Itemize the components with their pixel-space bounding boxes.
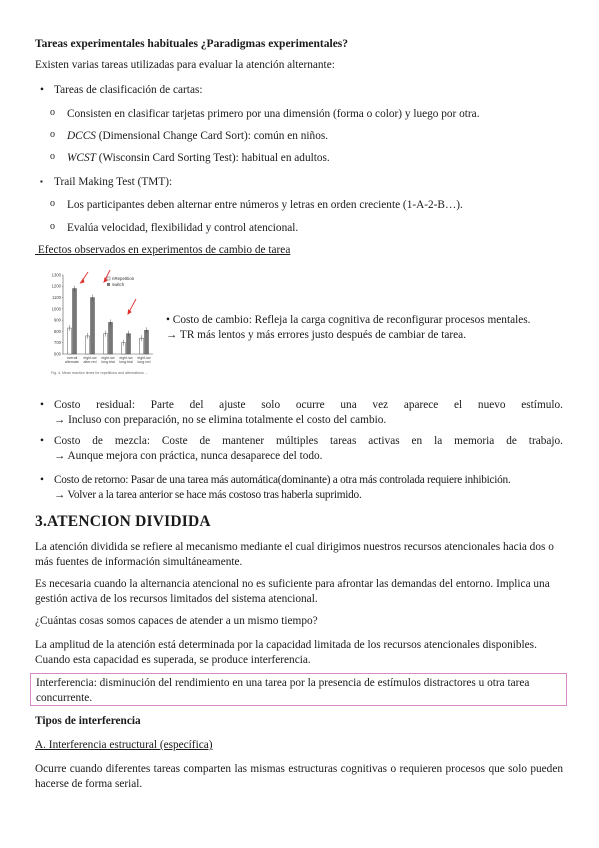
list-item: • Costo residual: Parte del ajuste solo ocurre una vez aparece el nuevo estímulo. → Incluso con preparación, no se elimina totalmente el costo del cambio. bbox=[40, 399, 563, 426]
bullet-icon: • bbox=[40, 399, 44, 411]
bar-switch bbox=[145, 330, 149, 354]
bullet-icon: • bbox=[40, 474, 44, 486]
x-tick-label: long.trial bbox=[101, 360, 115, 364]
paragraph: La atención dividida se refiere al mecanismo mediante el cual dirigimos nuestros recursos atencionales hacia dos o más fuentes de información simultáneamente. bbox=[35, 541, 554, 568]
bar-chart bbox=[35, 261, 157, 385]
x-tick-label: alter.red bbox=[83, 360, 97, 364]
bar-switch bbox=[73, 289, 77, 354]
bar-switch bbox=[91, 298, 95, 354]
circle-bullet-icon: o bbox=[50, 107, 55, 118]
effects-heading: Efectos observados en experimentos de cambio de tarea bbox=[35, 244, 291, 256]
bar-repetition bbox=[68, 328, 72, 354]
square-bullet-icon: ▪ bbox=[40, 177, 43, 186]
y-tick-label: 900 bbox=[54, 317, 61, 323]
bullet-icon: • bbox=[40, 435, 44, 447]
intro-text: Existen varias tareas utilizadas para evaluar la atención alternante: bbox=[35, 59, 335, 71]
x-tick-label: long.trial bbox=[119, 360, 133, 364]
circle-bullet-icon: o bbox=[50, 198, 55, 209]
reaction-time-figure bbox=[35, 261, 157, 385]
y-tick-label: 700 bbox=[54, 340, 61, 346]
paragraph: La amplitud de la atención está determinada por la capacidad limitada de los recursos atencionales disponibles. Cuando esta capacidad es superada, se produce interferencia. bbox=[35, 639, 537, 666]
x-tick-label: eight.sw bbox=[137, 356, 151, 360]
dccs-term: DCCS bbox=[67, 130, 96, 142]
x-tick-label: eight.sw bbox=[119, 356, 133, 360]
document-page: Tareas experimentales habituales ¿Paradigmas experimentales? Existen varias tareas utilizadas para evaluar la atención alternante: • Tareas de clasificación de cartas: o Consisten en clasificar tarjetas primero por una dimensión (forma o color) y luego por otra. o DCCS (Dimensional Change Card Sort): común en niños. o WCST (Wisconsin Card Sorting Test): habitual en adultos. ▪ Trail Making Test (TMT): o Los participantes deben alternar entre números y letras en orden creciente (1-A-2-B…). o Evalúa velocidad, flexibilidad y control atencional. Efectos observados en experimentos de cambio de tarea 600 700 800 900 1000 1100 1200 1300 overall alternate eight.sw alter.red eight.sw long.trial eight.sw long.trial eight.sw long.red nRepetition switch Fig. 4. Mean reaction times for repetitions and alternations ... • Costo de cambio: Refleja la carga cognitiva de reconfigurar procesos mentales. → TR más lentos y más errores justo después de cambiar de tarea. • Costo residual: Parte del ajuste solo ocurre una vez aparece el nuevo estímulo. → Incluso con preparación, no se elimina totalmente el costo del cambio. • Costo de mezcla: Coste de mantener múltiples tareas activas en la memoria de trabajo. → Aunque mejora con práctica, nunca desaparece del todo. • Costo de retorno: Pasar de una tarea más automática(dominante) a otra más controlada requiere inhibición. → Volver a la tarea anterior se hace más costoso tras haberla suprimido. 3.ATENCION DIVIDIDA La atención dividida se refiere al mecanismo mediante el cual dirigimos nuestros recursos atencionales hacia dos o más fuentes de información simultáneamente. Es necesaria cuando la alternancia atencional no es suficiente para afrontar las demandas del entorno. Implica una gestión activa de los recursos limitados del sistema atencional. ¿Cuántas cosas somos capaces de atender a un mismo tiempo? La amplitud de la atención está determinada por la capacidad limitada de los recursos atencionales disponibles. Cuando esta capacidad es superada, se produce interferencia. Interferencia: disminución del rendimiento en una tarea por la presencia de estímulos distractores u otra tarea concurrente. Tipos de interferencia A. Interferencia estructural (específica) Ocurre cuando diferentes tareas comparten las mismas estructuras cognitivas o requieren procesos que solo pueden hacerse de forma serial. bbox=[0, 0, 599, 848]
paragraph: Es necesaria cuando la alternancia atencional no es suficiente para afrontar las demandas del entorno. Implica una gestión activa de los recursos limitados del sistema atencional. bbox=[35, 578, 550, 605]
figure-caption: Fig. 4. Mean reaction times for repetitions and alternations ... bbox=[51, 371, 148, 375]
x-tick-label: eight.sw bbox=[101, 356, 115, 360]
switch-cost-block: • Costo de cambio: Refleja la carga cognitiva de reconfigurar procesos mentales. → TR más lentos y más errores justo después de cambiar de tarea. bbox=[166, 313, 566, 343]
x-tick-label: overall bbox=[66, 356, 78, 360]
circle-bullet-icon: o bbox=[50, 221, 55, 232]
wcst-term: WCST bbox=[67, 152, 96, 164]
y-tick-label: 600 bbox=[54, 351, 61, 357]
y-tick-label: 1200 bbox=[51, 283, 61, 289]
x-tick-label: eight.sw bbox=[83, 356, 97, 360]
switch-cost-text: Costo de cambio: Refleja la carga cognitiva de reconfigurar procesos mentales. bbox=[172, 314, 531, 326]
paragraph: Ocurre cuando diferentes tareas comparten las mismas estructuras cognitivas o requieren procesos que solo pueden hacerse de forma serial. bbox=[35, 763, 563, 790]
list-item: • Costo de retorno: Pasar de una tarea más automática(dominante) a otra más controlada requiere inhibición. → Volver a la tarea anterior se hace más costoso tras haberla suprimido. bbox=[40, 474, 511, 501]
subheading-structural: A. Interferencia estructural (específica) bbox=[35, 739, 213, 751]
definition-box: Interferencia: disminución del rendimiento en una tarea por la presencia de estímulos distractores u otra tarea concurrente. bbox=[30, 673, 567, 706]
bullet-icon: • bbox=[40, 84, 44, 96]
circle-bullet-icon: o bbox=[50, 151, 55, 162]
y-tick-label: 1300 bbox=[51, 272, 61, 278]
list-item: • Costo de mezcla: Coste de mantener múltiples tareas activas en la memoria de trabajo. → Aunque mejora con práctica, nunca desaparece del todo. bbox=[40, 435, 563, 462]
x-tick-label: alternate bbox=[65, 360, 79, 364]
y-tick-label: 1000 bbox=[51, 306, 61, 312]
y-tick-label: 1100 bbox=[51, 294, 61, 300]
bar-repetition bbox=[104, 334, 108, 354]
bar-switch bbox=[109, 322, 113, 354]
bar-switch bbox=[127, 334, 131, 354]
x-tick-label: long.red bbox=[137, 360, 151, 364]
switch-cost-detail: → TR más lentos y más errores justo después de cambiar de tarea. bbox=[166, 328, 467, 341]
legend-label: nRepetition bbox=[112, 276, 135, 281]
y-tick-label: 800 bbox=[54, 328, 61, 334]
heading-paradigms: Tareas experimentales habituales ¿Paradigmas experimentales? bbox=[35, 38, 349, 50]
section-title: 3.ATENCION DIVIDIDA bbox=[35, 513, 211, 530]
types-heading: Tipos de interferencia bbox=[35, 715, 141, 727]
legend-label: switch bbox=[112, 282, 125, 287]
question-text: ¿Cuántas cosas somos capaces de atender a un mismo tiempo? bbox=[35, 615, 318, 627]
circle-bullet-icon: o bbox=[50, 129, 55, 140]
